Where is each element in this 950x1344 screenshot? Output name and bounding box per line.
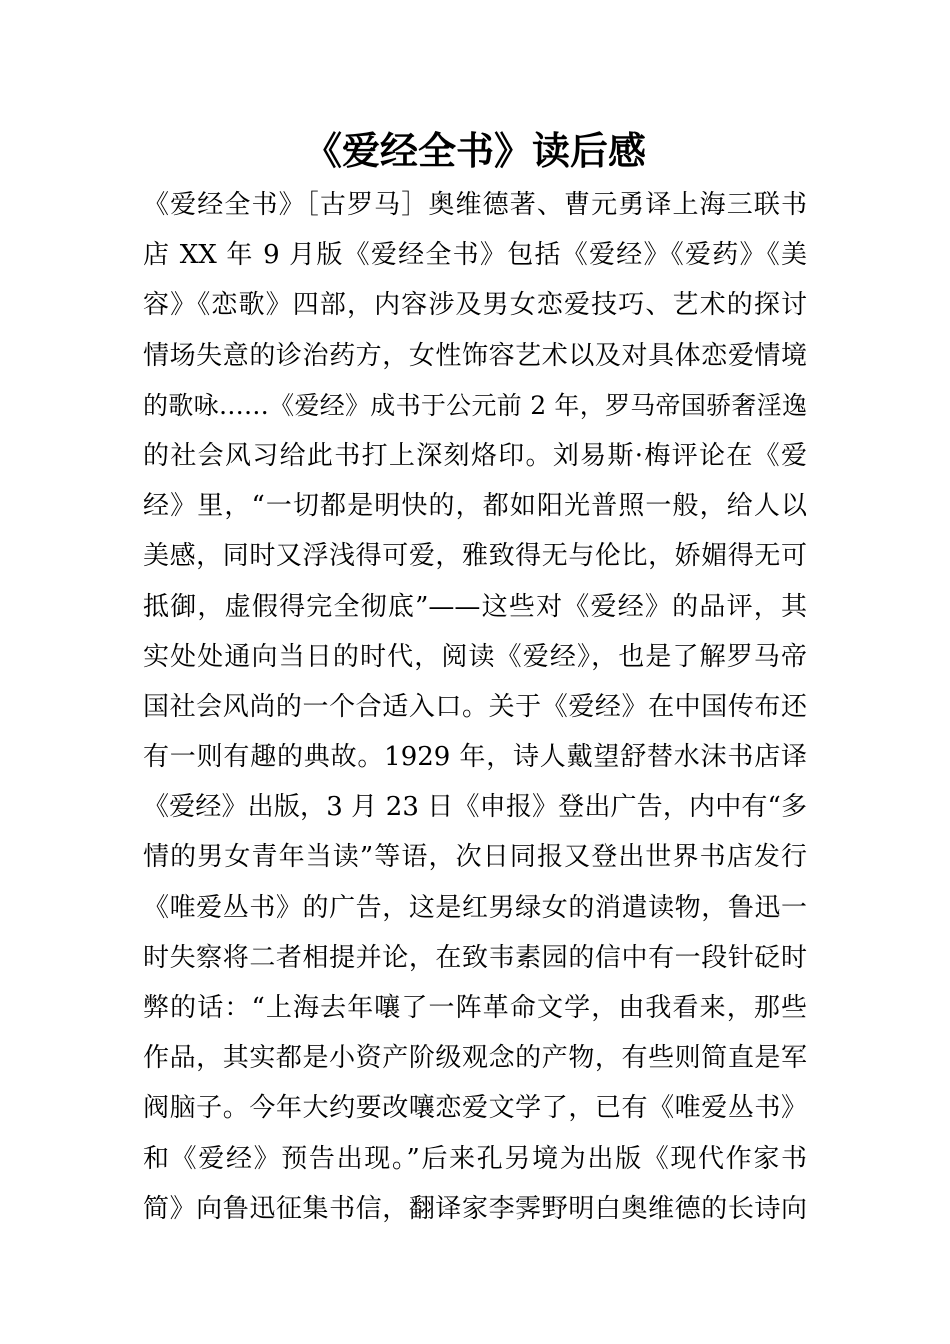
- text-line: 的社会风习给此书打上深刻烙印。刘易斯·梅评论在《爱: [143, 440, 807, 471]
- text-line: 美感，同时又浮浅得可爱，雅致得无与伦比，娇媚得无可: [143, 541, 807, 572]
- text-line: 作品，其实都是小资产阶级观念的产物，有些则简直是军: [143, 1043, 807, 1074]
- text-line: 的歌咏……《爱经》成书于公元前 2 年，罗马帝国骄奢淫逸: [143, 390, 807, 420]
- text-line: 抵御，虚假得完全彻底”——这些对《爱经》的品评，其: [143, 591, 807, 622]
- document-title: 《爱经全书》读后感: [303, 128, 646, 173]
- text-line: 经》里，“一切都是明快的，都如阳光普照一般，给人以: [143, 491, 807, 522]
- document-body: [143, 180, 807, 1234]
- text-line: 国社会风尚的一个合适入口。关于《爱经》在中国传布还: [143, 691, 807, 722]
- text-line: 《爱经全书》［古罗马］奥维德著、曹元勇译上海三联书: [143, 190, 807, 220]
- text-line: 实处处通向当日的时代，阅读《爱经》，也是了解罗马帝: [143, 641, 807, 672]
- text-line: 有一则有趣的典故。1929 年，诗人戴望舒替水沫书店译: [143, 742, 807, 773]
- text-line: 弊的话：“上海去年嚷了一阵革命文学，由我看来，那些: [143, 993, 807, 1023]
- text-line: 情的男女青年当读”等语，次日同报又登出世界书店发行: [143, 842, 807, 873]
- text-line: 《爱经》出版，3 月 23 日《申报》登出广告，内中有“多: [143, 792, 807, 823]
- text-line: 时失察将二者相提并论，在致韦素园的信中有一段针砭时: [143, 942, 807, 973]
- text-line: 情场失意的诊治药方，女性饰容艺术以及对具体恋爱情境: [143, 340, 807, 371]
- text-line: 容》《恋歌》四部，内容涉及男女恋爱技巧、艺术的探讨: [143, 290, 807, 321]
- text-line: 和《爱经》预告出现。”后来孔另境为出版《现代作家书: [143, 1143, 807, 1174]
- text-line: 阀脑子。今年大约要改嚷恋爱文学了，已有《唯爱丛书》: [143, 1093, 807, 1124]
- text-line: 《唯爱丛书》的广告，这是红男绿女的消遣读物，鲁迅一: [143, 892, 807, 923]
- text-line: 店 XX 年 9 月版《爱经全书》包括《爱经》《爱药》《美: [143, 240, 807, 271]
- text-line: 简》向鲁迅征集书信，翻译家李霁野明白奥维德的长诗向: [143, 1193, 807, 1224]
